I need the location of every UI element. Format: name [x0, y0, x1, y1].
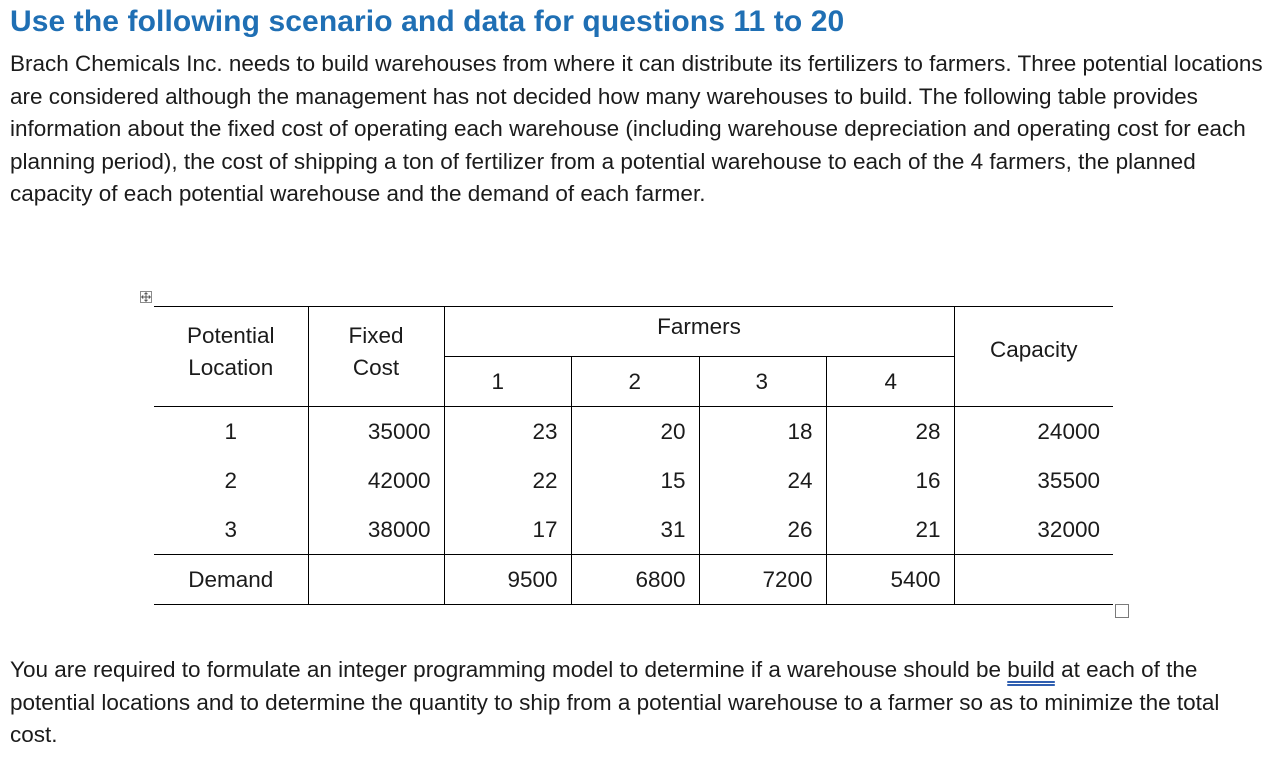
header-capacity	[954, 307, 1113, 407]
header-row	[154, 307, 1113, 357]
row-capacity: 24000	[954, 407, 1113, 457]
header-farmers	[444, 307, 954, 357]
farmer-number-3: 3	[699, 357, 826, 407]
flagged-word[interactable]: build	[1007, 657, 1055, 682]
table-move-handle-icon[interactable]	[140, 291, 152, 303]
row-cost-farmer-2: 31	[571, 505, 699, 555]
row-location: 2	[154, 456, 308, 505]
demand-farmer-3: 7200	[699, 555, 826, 605]
data-table	[154, 306, 1113, 605]
demand-row	[154, 555, 1113, 605]
page-heading: Use the following scenario and data for questions 11 to 20	[10, 5, 845, 38]
table-row	[154, 407, 1113, 457]
header-fixed-line2: Cost	[352, 354, 400, 380]
header-location-line2: Location	[188, 354, 274, 380]
row-cost-farmer-4: 16	[826, 456, 954, 505]
demand-fixed-empty	[308, 555, 444, 605]
row-fixed-cost: 42000	[308, 456, 444, 505]
row-cost-farmer-3: 18	[699, 407, 826, 457]
row-cost-farmer-1: 23	[444, 407, 571, 457]
outro-text-before: You are required to formulate an integer programming model to determine if a warehouse should be	[10, 657, 1008, 682]
row-capacity: 32000	[954, 505, 1113, 555]
row-cost-farmer-1: 17	[444, 505, 571, 555]
demand-capacity-empty	[954, 555, 1113, 605]
row-cost-farmer-3: 26	[699, 505, 826, 555]
row-capacity: 35500	[954, 456, 1113, 505]
header-capacity-label: Capacity	[989, 336, 1078, 362]
row-cost-farmer-4: 28	[826, 407, 954, 457]
header-fixed-cost	[308, 307, 444, 407]
intro-paragraph: Brach Chemicals Inc. needs to build warehouses from where it can distribute its fertilizers to farmers. Three potential locations are considered although the management has not decided how many warehouses to build. The following table provides information about the fixed cost of operating each warehouse (including warehouse depreciation and operating cost for each planning period), the cost of shipping a ton of fertilizer from a potential warehouse to each of the 4 farmers, the planned capacity of each potential warehouse and the demand of each farmer.	[10, 51, 1263, 206]
header-location-line1: Potential	[186, 322, 275, 348]
row-cost-farmer-2: 20	[571, 407, 699, 457]
demand-label: Demand	[154, 555, 308, 605]
farmer-number-1: 1	[444, 357, 571, 407]
outro-text-after: at each of the potential locations and to determine the quantity to ship from a potential warehouse to a farmer so as to minimize the total cost.	[10, 657, 1220, 747]
row-location: 1	[154, 407, 308, 457]
farmer-number-2: 2	[571, 357, 699, 407]
outro-paragraph	[10, 654, 1272, 752]
row-cost-farmer-4: 21	[826, 505, 954, 555]
table-resize-handle[interactable]	[1115, 604, 1129, 618]
demand-farmer-1: 9500	[444, 555, 571, 605]
row-fixed-cost: 38000	[308, 505, 444, 555]
table-row	[154, 456, 1113, 505]
demand-farmer-4: 5400	[826, 555, 954, 605]
row-cost-farmer-2: 15	[571, 456, 699, 505]
row-cost-farmer-3: 24	[699, 456, 826, 505]
header-farmers-label: Farmers	[657, 313, 741, 339]
farmer-number-4: 4	[826, 357, 954, 407]
row-fixed-cost: 35000	[308, 407, 444, 457]
demand-farmer-2: 6800	[571, 555, 699, 605]
header-location	[154, 307, 308, 407]
row-cost-farmer-1: 22	[444, 456, 571, 505]
table-row	[154, 505, 1113, 555]
row-location: 3	[154, 505, 308, 555]
header-fixed-line1: Fixed	[348, 322, 404, 348]
